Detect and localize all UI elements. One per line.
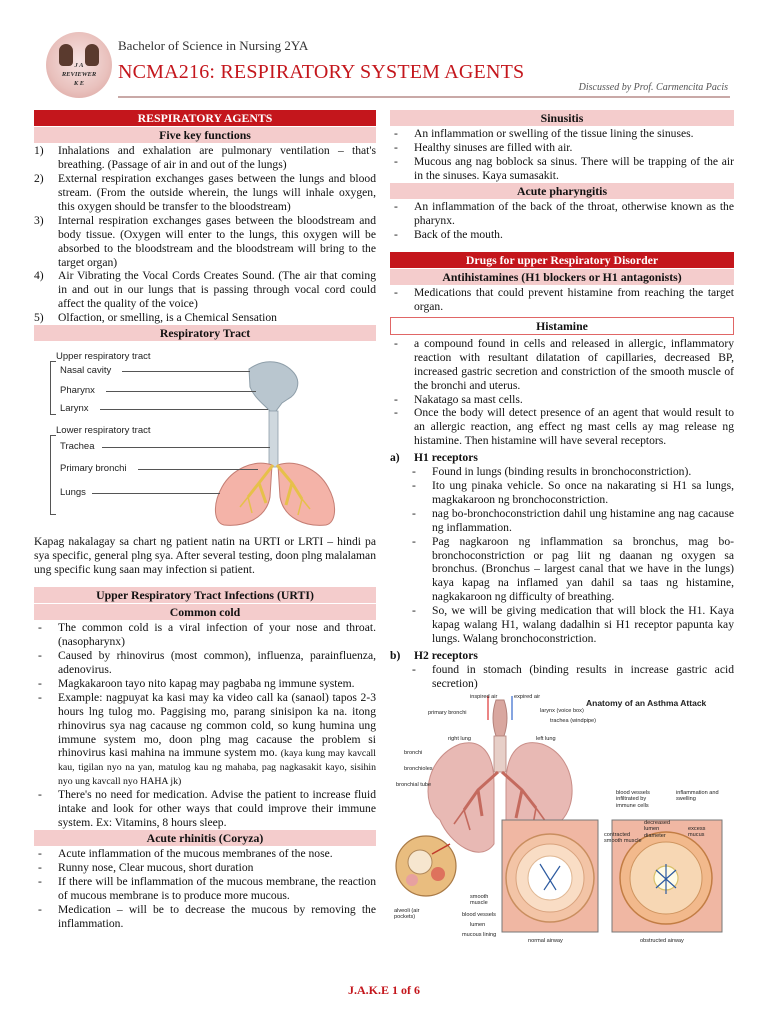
item-text: Inhalations and exhalation are pulmonary ventilation – that's breathing. (Passage of air in and out of the lungs)	[58, 144, 376, 172]
label-right-lung: right lung	[448, 735, 472, 742]
h1-receptors-list	[390, 465, 734, 646]
item-number: 1)	[34, 144, 44, 158]
list-item	[34, 269, 376, 311]
label-bronchial-tube: bronchial tube	[396, 781, 432, 788]
list-item: - Nakatago sa mast cells.	[390, 393, 734, 407]
list-item: - Medications that could prevent histamine from reaching the target organ.	[390, 286, 734, 314]
pointer-trachea	[102, 447, 270, 448]
antihistamines-list	[390, 286, 734, 314]
label-excess-mucus: excess mucus	[688, 825, 706, 839]
logo-text-mid: REVIEWER	[61, 71, 97, 78]
h1-receptors-heading	[390, 451, 734, 465]
heading-antihistamines: Antihistamines (H1 blockers or H1 antagonists)	[390, 269, 734, 285]
list-item: - Found in lungs (binding results in bronchoconstriction).	[390, 465, 734, 479]
h1-letter: a)	[390, 451, 400, 465]
label-mucous-lining: mucous lining	[462, 931, 497, 938]
list-item	[34, 144, 376, 172]
common-cold-list	[34, 621, 376, 830]
pointer-pharynx	[106, 391, 256, 392]
list-item: - Healthy sinuses are filled with air.	[390, 141, 734, 155]
page-title: NCMA216: RESPIRATORY SYSTEM AGENTS	[118, 61, 525, 83]
list-item	[34, 214, 376, 270]
heading-acute-rhinitis: Acute rhinitis (Coryza)	[34, 830, 376, 846]
professor-credit: Discussed by Prof. Carmencita Pacis	[578, 82, 728, 93]
list-item: - Mucous ang nag boblock sa sinus. There will be trapping of the air in the sinuses. Kaya sumasakit.	[390, 155, 734, 183]
upper-tract-bracket	[50, 361, 56, 415]
label-lungs: Lungs	[60, 487, 86, 499]
label-larynx: Larynx	[60, 403, 89, 415]
item-text: Air Vibrating the Vocal Cords Creates Sound. (The air that coming in and out in our lungs that is passing through vocal cord could affect the quality of the voice)	[58, 269, 376, 311]
heading-urti: Upper Respiratory Tract Infections (URTI)	[34, 587, 376, 603]
lower-tract-bracket	[50, 435, 56, 515]
label-alveoli: alveoli (air pockets)	[394, 907, 420, 921]
label-bronchioles: bronchioles	[404, 765, 433, 772]
heading-acute-pharyngitis: Acute pharyngitis	[390, 183, 734, 199]
list-item: - Runny nose, Clear mucous, short duration	[34, 861, 376, 875]
item-number: 4)	[34, 269, 44, 283]
histamine-list	[390, 337, 734, 448]
label-blood-vessels-infiltrated: blood vessels infiltrated by immune cells	[616, 789, 650, 809]
list-item: - Once the body will detect presence of an agent that would result to an allergic reaction, ang effect ng mast cells ay mag release ng histamine. Then histamine will have several receptors.	[390, 406, 734, 448]
list-item: - found in stomach (binding results in increase gastric acid secretion)	[390, 663, 734, 691]
item-text: Olfaction, or smelling, is a Chemical Sensation	[58, 311, 277, 325]
respiratory-tract-diagram	[44, 347, 354, 527]
list-item: - Medication – will be to decrease the mucous by removing the inflammation.	[34, 903, 376, 931]
label-obstructed-airway: obstructed airway	[640, 937, 684, 944]
list-item	[34, 311, 376, 325]
label-contracted-muscle: contracted smooth muscle	[604, 831, 642, 845]
heading-sinusitis: Sinusitis	[390, 110, 734, 126]
label-trachea: trachea (windpipe)	[550, 717, 597, 724]
section-respiratory-agents: RESPIRATORY AGENTS	[34, 110, 376, 126]
list-item: - If there will be inflammation of the mucous membrane, the reaction of mucous membrane is to produce more mucous.	[34, 875, 376, 903]
label-larynx: larynx (voice box)	[540, 707, 584, 714]
label-expired-air: expired air	[514, 693, 541, 700]
list-item: - nag bo-bronchoconstriction dahil ung histamine ang nag cacause ng inflammation.	[390, 507, 734, 535]
chart-note: Kapag nakalagay sa chart ng patient natin na URTI or LRTI – hindi pa sya specific, general plng sya. After several testing, doon plng malalaman ung specific kung saan may infection si patient.	[34, 535, 376, 577]
item-text: External respiration exchanges gases between the lungs and blood stream. (From the outside wherein, the lungs will inhale oxygen, this oxygen should be transfer to the bloodstream)	[58, 172, 376, 213]
heading-histamine: Histamine	[390, 317, 734, 335]
acute-rhinitis-list	[34, 847, 376, 930]
functions-list	[34, 144, 376, 325]
label-smooth-muscle: smooth muscle	[470, 893, 489, 907]
page-footer: J.A.K.E 1 of 6	[348, 983, 420, 997]
heading-five-key-functions: Five key functions	[34, 127, 376, 143]
label-bronchi: bronchi	[404, 749, 423, 756]
label-pharynx: Pharynx	[60, 385, 95, 397]
label-blood-vessels: blood vessels	[462, 911, 496, 918]
label-inspired-air: inspired air	[470, 693, 498, 700]
label-primary-bronchi: Primary bronchi	[60, 463, 127, 475]
pharyngitis-list	[390, 200, 734, 242]
sinusitis-list	[390, 127, 734, 183]
logo-text-top: J A	[74, 62, 84, 69]
list-item: - Back of the mouth.	[390, 228, 734, 242]
reviewer-logo	[46, 32, 112, 98]
list-item	[34, 172, 376, 214]
section-drugs: Drugs for upper Respiratory Disorder	[390, 252, 734, 268]
label-primary-bronchi: primary bronchi	[428, 709, 467, 716]
label-upper-tract: Upper respiratory tract	[56, 351, 151, 363]
list-item: - Caused by rhinovirus (most common), influenza, parainfluenza, adenovirus.	[34, 649, 376, 677]
list-item: - a compound found in cells and released in allergic, inflammatory reaction with resultant dilatation of capillaries, decreased BP, increased gastric secretion and constriction of the smooth muscle of the bronchi and uterus.	[390, 337, 734, 393]
label-nasal-cavity: Nasal cavity	[60, 365, 112, 377]
example-aside: (kaya kung may kavcall kau, tigilan nyo na yan, matulog kau ng mahaba, pag nagkasakit kayo, sisihin nyo ung kavcall nyo HAHA jk)	[58, 748, 376, 788]
pointer-nasal	[122, 371, 250, 372]
list-item: - There's no need for medication. Advise the patient to increase fluid intake and look for other ways that could improve their immune system. Ex: Vitamins, 8 hours sleep.	[34, 788, 376, 830]
h2-receptors-heading	[390, 649, 734, 663]
list-item: - Ito ung pinaka vehicle. So once na nakarating si H1 sa lungs, magkakaroon ng bronchoconstriction.	[390, 479, 734, 507]
item-text: Internal respiration exchanges gases between the bloodstream and body tissue. (Oxygen will enter to the lungs, this oxygen will be absorbed to the bloodstream and the bloodstream will bring to the target organ)	[58, 213, 376, 269]
list-item: - Magkakaroon tayo nito kapag may pagbaba ng immune system.	[34, 677, 376, 691]
left-column	[34, 110, 376, 930]
pointer-lungs	[92, 493, 220, 494]
program-name: Bachelor of Science in Nursing 2YA	[118, 38, 309, 53]
item-number: 5)	[34, 311, 44, 325]
example-text: Example: nagpuyat ka kasi may ka video call ka (sanaol) tapos 2-3 hours lng tulog mo. Paggising mo, parang sinisipon ka na. itong rhinovirus sya nag cacause ng common cold, so kung humina ung immune system mo, doon plng mag cacause the problem si rhinovirus kasi mahina na immune system mo.	[58, 690, 376, 760]
label-normal-airway: normal airway	[528, 937, 563, 944]
h2-letter: b)	[390, 648, 401, 662]
list-item: - So, we will be giving medication that will block the H1. Kaya kapag walang H1, walang dadalhin si H1 receptor papunta kay lungs. Walang bronchoconstriction.	[390, 604, 734, 646]
h2-receptors-list	[390, 663, 734, 691]
list-item: - Pag nagkaroon ng inflammation sa bronchus, mag bo-bronchoconstriction or pag liit ng daanan ng oxygen sa bronchus. (Bronchus – largest canal that we have in the lungs) kaya kapag na inflamed yan dahil sa taas ng histamine, nagkakaroon ng difficulty of breathing.	[390, 535, 734, 605]
heading-respiratory-tract: Respiratory Tract	[34, 325, 376, 341]
list-item	[34, 691, 376, 788]
pointer-bronchi	[138, 469, 258, 470]
logo-text-bottom: K E	[73, 80, 85, 87]
label-left-lung: left lung	[536, 735, 556, 742]
asthma-anatomy-figure	[390, 694, 730, 948]
heading-common-cold: Common cold	[34, 604, 376, 620]
asthma-figure-title: Anatomy of an Asthma Attack	[586, 697, 707, 708]
list-item: - Acute inflammation of the mucous membranes of the nose.	[34, 847, 376, 861]
label-lumen: lumen	[470, 921, 486, 928]
item-number: 3)	[34, 213, 44, 227]
page-header	[40, 32, 730, 100]
pointer-larynx	[100, 409, 268, 410]
label-inflammation: inflammation and swelling	[676, 789, 719, 803]
right-column	[390, 110, 734, 948]
asthma-anatomy-illustration	[390, 694, 730, 948]
label-lower-tract: Lower respiratory tract	[56, 425, 151, 437]
h2-label: H2 receptors	[414, 648, 478, 662]
h1-label: H1 receptors	[414, 451, 478, 465]
item-number: 2)	[34, 172, 44, 186]
spacer	[390, 242, 734, 252]
label-trachea: Trachea	[60, 441, 95, 453]
list-item: - The common cold is a viral infection of your nose and throat. (nasopharynx)	[34, 621, 376, 649]
label-decreased-lumen: decreased lumen diameter	[644, 819, 671, 839]
list-item: - An inflammation or swelling of the tissue lining the sinuses.	[390, 127, 734, 141]
list-item: - An inflammation of the back of the throat, otherwise known as the pharynx.	[390, 200, 734, 228]
header-divider	[118, 96, 730, 98]
